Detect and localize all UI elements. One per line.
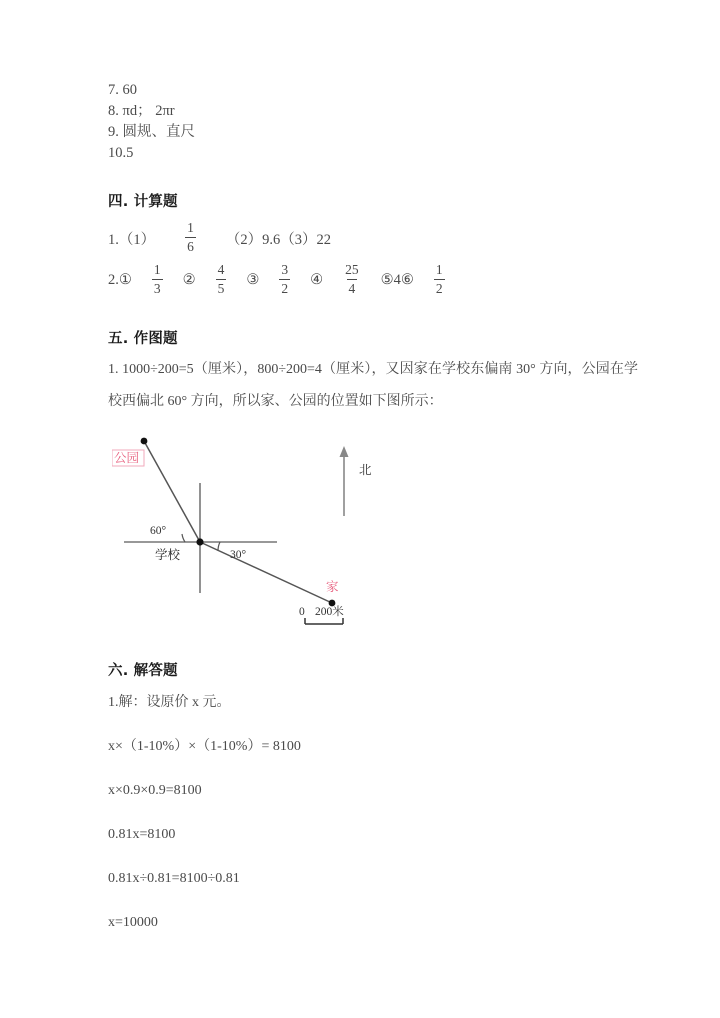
fraction-1-6 [185,220,196,253]
fraction-denominator: 2 [435,280,443,296]
calc-row-1-lead: 1.（1） [108,231,156,248]
north-arrow-head [340,446,349,457]
fraction-numerator: 4 [217,262,225,278]
page-content [108,80,638,938]
fraction-numerator: 1 [153,262,161,278]
calc-row-2-lead: 2. [108,271,119,288]
school-point-dot [196,538,203,545]
fraction-numerator: 1 [187,220,194,236]
angle-label-west: 60° [150,525,167,537]
section-heading-four: 四. 计算题 [108,194,178,210]
scale-zero-label: 0 [299,606,305,618]
fraction-numerator: 3 [281,262,289,278]
calc-row-1-rest: （2）9.6（3）22 [225,231,331,248]
calc-row-2-marker-4: ④ [310,271,324,288]
solution-line-4: 0.81x=8100 [108,827,176,842]
direction-diagram [112,428,412,633]
calc-row-2-marker-1: ① [118,271,132,288]
park-label: 公园 [114,450,140,465]
fraction-denominator: 3 [153,280,161,296]
section-heading-six: 六. 解答题 [108,663,178,679]
answer-item-7: 7. 60 [108,82,137,98]
scale-value-label: 200米 [315,606,344,618]
calc-row-2-value-5: 4 [393,271,401,288]
fraction-1-3 [152,262,163,295]
solution-line-3: x×0.9×0.9=8100 [108,783,202,798]
fraction-4-5 [216,262,227,295]
angle-arc-east [218,542,220,551]
fraction-denominator: 6 [187,238,194,254]
home-label: 家 [326,579,339,594]
fraction-denominator: 5 [217,280,225,296]
fraction-25-4 [343,262,361,295]
direction-diagram-svg [112,428,412,633]
ray-to-home [200,542,332,603]
fill-in-answer-list [108,80,638,164]
section-five-paragraph: 1. 1000÷200=5（厘米），800÷200=4（厘米），又因家在学校东偏南 30° 方向，公园在学校西偏北 60° 方向，所以家、公园的位置如下图所示： [108,362,638,409]
calc-row-2-marker-6: ⑥ [400,271,414,288]
north-label: 北 [359,462,372,477]
calc-row-2-marker-2: ② [182,271,196,288]
answer-item-9: 9. 圆规、直尺 [108,124,195,140]
calc-row-2-marker-3: ③ [246,271,260,288]
answer-item-8: 8. πd； 2πr [108,103,175,119]
solution-line-5: 0.81x÷0.81=8100÷0.81 [108,871,240,886]
fraction-numerator: 1 [435,262,443,278]
fraction-denominator: 2 [281,280,289,296]
park-point-dot [141,438,148,445]
angle-arc-west [182,534,185,542]
angle-label-east: 30° [230,549,247,561]
section-heading-five: 五. 作图题 [108,331,178,347]
solution-line-2: x×（1-10%）×（1-10%）= 8100 [108,739,301,754]
calc-row-2-marker-5: ⑤ [380,271,394,288]
school-label: 学校 [155,547,181,562]
answer-item-10: 10.5 [108,145,134,161]
fraction-1-2 [434,262,445,295]
calc-answer-row-2 [108,259,638,301]
solution-line-1: 1.解：设原价 x 元。 [108,695,231,710]
solution-line-6: x=10000 [108,915,158,930]
fraction-3-2 [279,262,290,295]
fraction-denominator: 4 [348,280,356,296]
calc-answer-row-1 [108,217,638,259]
fraction-numerator: 25 [345,262,359,278]
